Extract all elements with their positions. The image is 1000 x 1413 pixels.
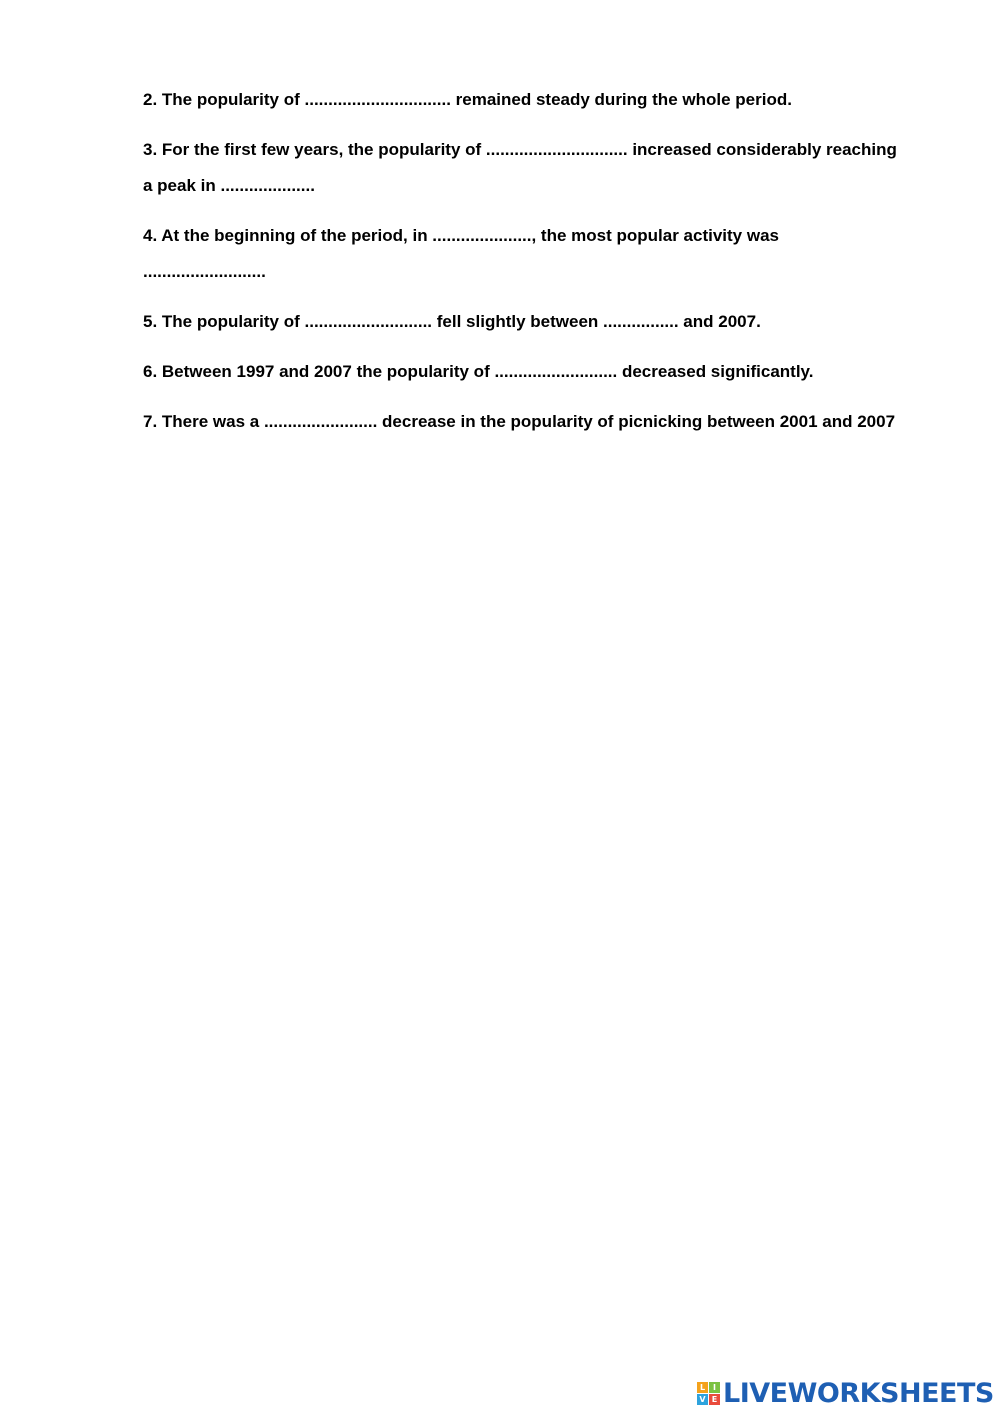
question-2: 2. The popularity of ............................... remained steady during the whole period. [143,90,792,109]
worksheet-questions [143,82,903,454]
logo-tile-i: I [709,1382,720,1393]
liveworksheets-logo [697,1378,994,1408]
question-5: 5. The popularity of ........................... fell slightly between ................ and 2007. [143,312,761,331]
logo-tile-l: L [697,1382,708,1393]
logo-icon [697,1382,720,1405]
question-7: 7. There was a ........................ decrease in the popularity of picnicking between 2001 and 2007 [143,412,896,431]
question-4: 4. At the beginning of the period, in ....................., the most popular activity was .......................... [143,226,779,281]
logo-tile-v: V [697,1394,708,1405]
question-6: 6. Between 1997 and 2007 the popularity of .......................... decreased significantly. [143,362,814,381]
logo-tile-e: E [709,1394,720,1405]
question-3: 3. For the first few years, the popularity of .............................. increased considerably reaching a peak in .................... [143,140,897,195]
logo-text: LIVEWORKSHEETS [723,1377,994,1409]
